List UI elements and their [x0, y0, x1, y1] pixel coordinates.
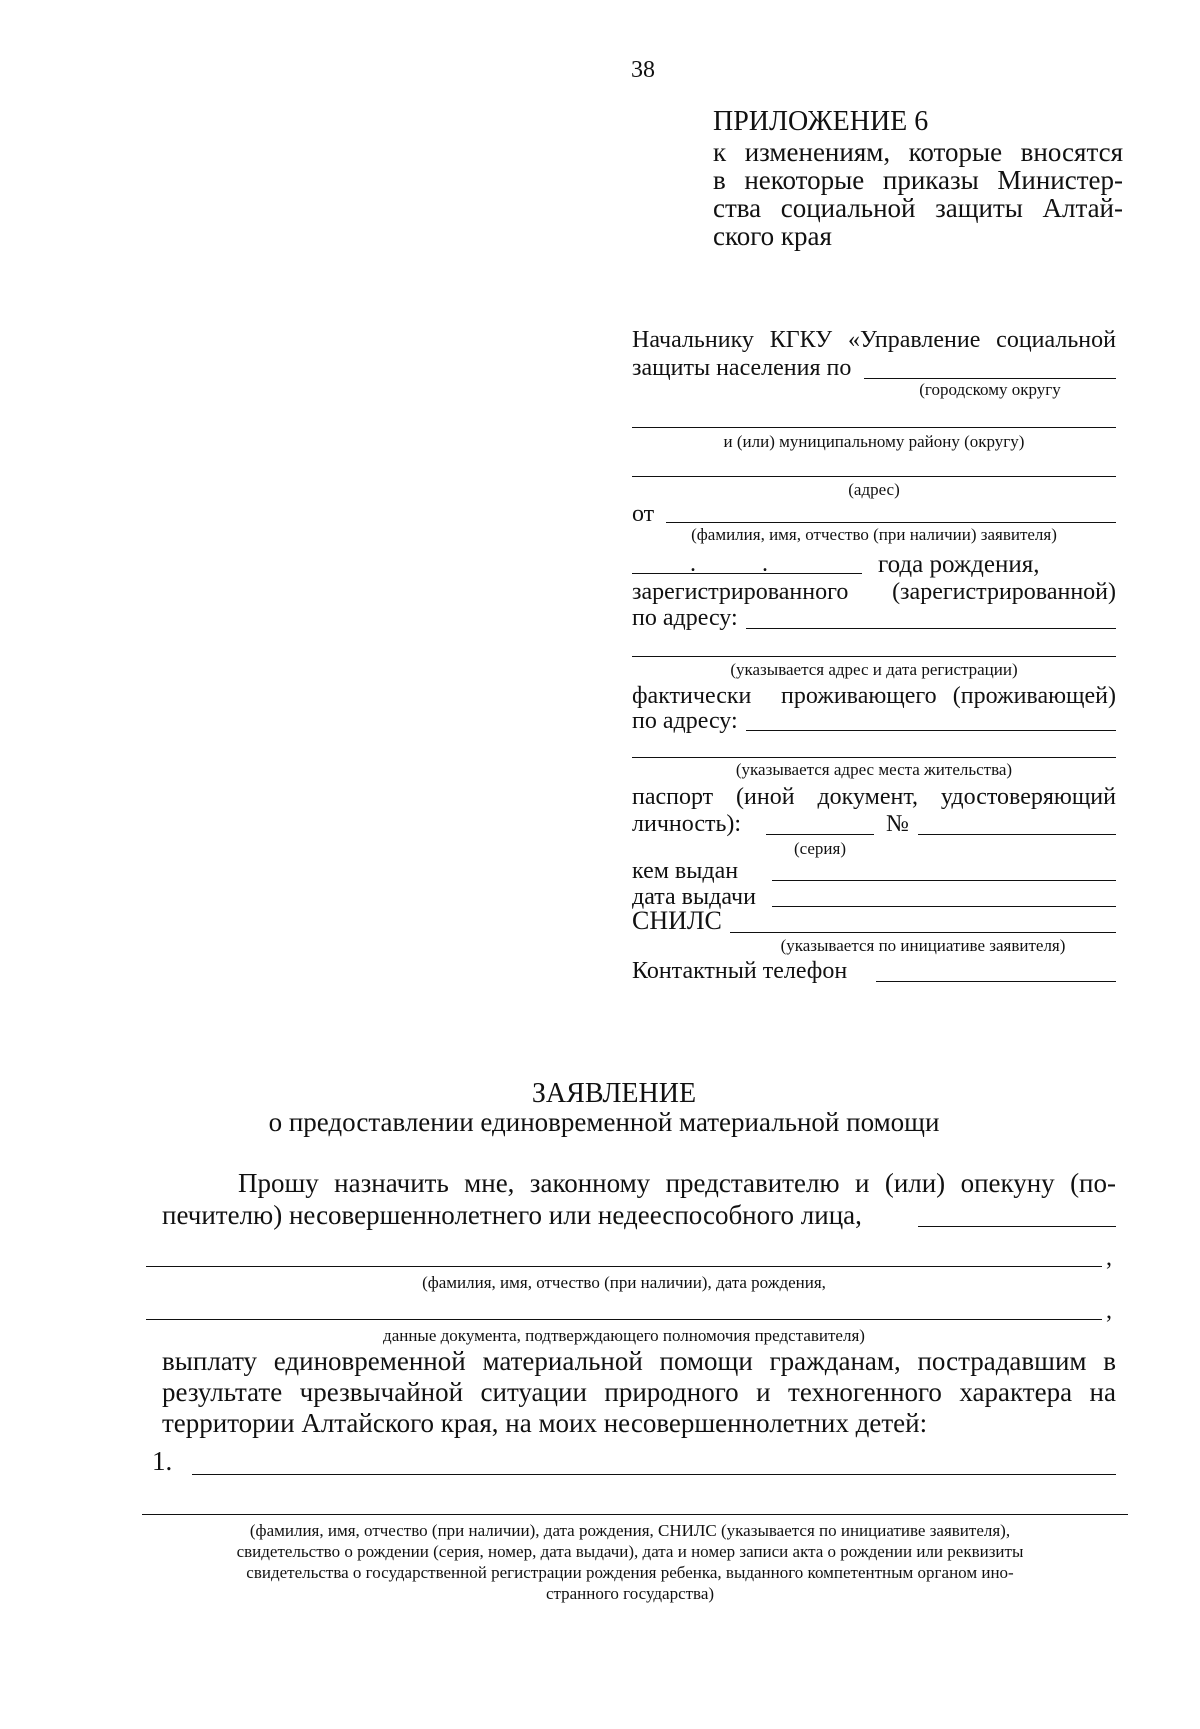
issued-by-label: кем выдан — [632, 858, 739, 884]
registration-address-field-2[interactable] — [632, 656, 1116, 657]
living-address-label: по адресу: — [632, 708, 738, 734]
living-right: (проживающей) — [952, 683, 1116, 709]
child-field-2[interactable] — [142, 1514, 1128, 1515]
issued-by-field[interactable] — [772, 880, 1116, 881]
passport-number-field[interactable] — [918, 834, 1116, 835]
comma: , — [1106, 1245, 1112, 1271]
request-line-2: печителю) несовершеннолетнего или недееспособного лица, — [162, 1200, 862, 1230]
from-label: от — [632, 501, 655, 527]
snils-label: СНИЛС — [632, 906, 722, 935]
request-line-1: Прошу назначить мне, законному представителю и (или) опекуну (по- — [238, 1168, 1116, 1198]
appendix-subtitle — [713, 138, 1123, 250]
child-caption-line: свидетельство о рождении (серия, номер, дата выдачи), дата и номер записи акта о рождении или реквизиты — [236, 1542, 1024, 1561]
child-item-number: 1. — [152, 1446, 173, 1476]
payment-line: выплату единовременной материальной помощи гражданам, пострадавшим в — [162, 1346, 1116, 1376]
birth-date-separators: . . — [690, 551, 768, 577]
district-field[interactable] — [864, 378, 1116, 379]
registered-left: зарегистрированного — [632, 579, 849, 605]
municipal-caption: и (или) муниципальному району (округу) — [723, 432, 1025, 451]
district-caption: (городскому округу — [919, 380, 1061, 399]
addressee-line-2: защиты населения по — [632, 355, 852, 381]
snils-caption: (указывается по инициативе заявителя) — [780, 936, 1066, 955]
child-caption-line: странного государства) — [545, 1584, 715, 1603]
child-caption-line: свидетельства о государственной регистрации рождения ребенка, выданного компетентным органом ино- — [246, 1563, 1014, 1582]
child-caption-line: (фамилия, имя, отчество (при наличии), дата рождения, СНИЛС (указывается по инициативе заявителя), — [249, 1521, 1011, 1540]
applicant-name-field[interactable] — [666, 522, 1116, 523]
snils-field[interactable] — [730, 932, 1116, 933]
appendix-line: ского края — [713, 221, 832, 251]
appendix-line: к изменениям, которые вносятся — [713, 137, 1123, 167]
birth-year-field[interactable] — [770, 573, 862, 574]
representative-field[interactable] — [918, 1226, 1116, 1227]
registered-right: (зарегистрированной) — [892, 579, 1116, 605]
appendix-line: ства социальной защиты Алтай- — [713, 193, 1123, 223]
child-field[interactable] — [192, 1474, 1116, 1475]
registration-address-label: по адресу: — [632, 605, 738, 631]
representative-name-field[interactable] — [146, 1266, 1102, 1267]
statement-title: ЗАЯВЛЕНИЕ — [531, 1078, 697, 1109]
appendix-title: ПРИЛОЖЕНИЕ 6 — [713, 106, 929, 137]
birth-label: года рождения, — [878, 551, 1040, 578]
comma: , — [1106, 1298, 1112, 1324]
address-caption: (адрес) — [848, 480, 900, 499]
representative-name-caption: (фамилия, имя, отчество (при наличии), дата рождения, — [422, 1273, 826, 1292]
living-left: фактически — [632, 683, 752, 709]
child-caption — [120, 1520, 1140, 1604]
issue-date-field[interactable] — [772, 906, 1116, 907]
representative-doc-caption: данные документа, подтверждающего полномочия представителя) — [383, 1326, 865, 1345]
phone-field[interactable] — [876, 981, 1116, 982]
page-number: 38 — [631, 57, 655, 83]
applicant-name-caption: (фамилия, имя, отчество (при наличии) заявителя) — [691, 525, 1057, 544]
identity-label: личность): — [632, 811, 742, 837]
municipal-field[interactable] — [632, 427, 1116, 428]
payment-line: результате чрезвычайной ситуации природного и техногенного характера на — [162, 1377, 1116, 1407]
living-mid: проживающего — [781, 683, 937, 709]
appendix-line: в некоторые приказы Министер- — [713, 165, 1123, 195]
passport-series-field[interactable] — [766, 834, 874, 835]
registration-caption: (указывается адрес и дата регистрации) — [730, 660, 1018, 679]
series-caption: (серия) — [793, 839, 847, 858]
living-caption: (указывается адрес места жительства) — [735, 760, 1013, 779]
phone-label: Контактный телефон — [632, 958, 848, 984]
issue-date-label: дата выдачи — [632, 884, 756, 910]
representative-doc-field[interactable] — [146, 1319, 1102, 1320]
payment-paragraph — [162, 1346, 1116, 1439]
statement-subtitle: о предоставлении единовременной материальной помощи — [268, 1107, 940, 1137]
address-field[interactable] — [632, 476, 1116, 477]
addressee-line-1: Начальнику КГКУ «Управление социальной — [632, 327, 1116, 353]
living-address-field[interactable] — [746, 730, 1116, 731]
registration-address-field[interactable] — [746, 628, 1116, 629]
passport-line: паспорт (иной документ, удостоверяющий — [632, 784, 1116, 810]
living-address-field-2[interactable] — [632, 757, 1116, 758]
payment-line: территории Алтайского края, на моих несовершеннолетних детей: — [162, 1408, 928, 1438]
number-sign: № — [886, 811, 909, 837]
